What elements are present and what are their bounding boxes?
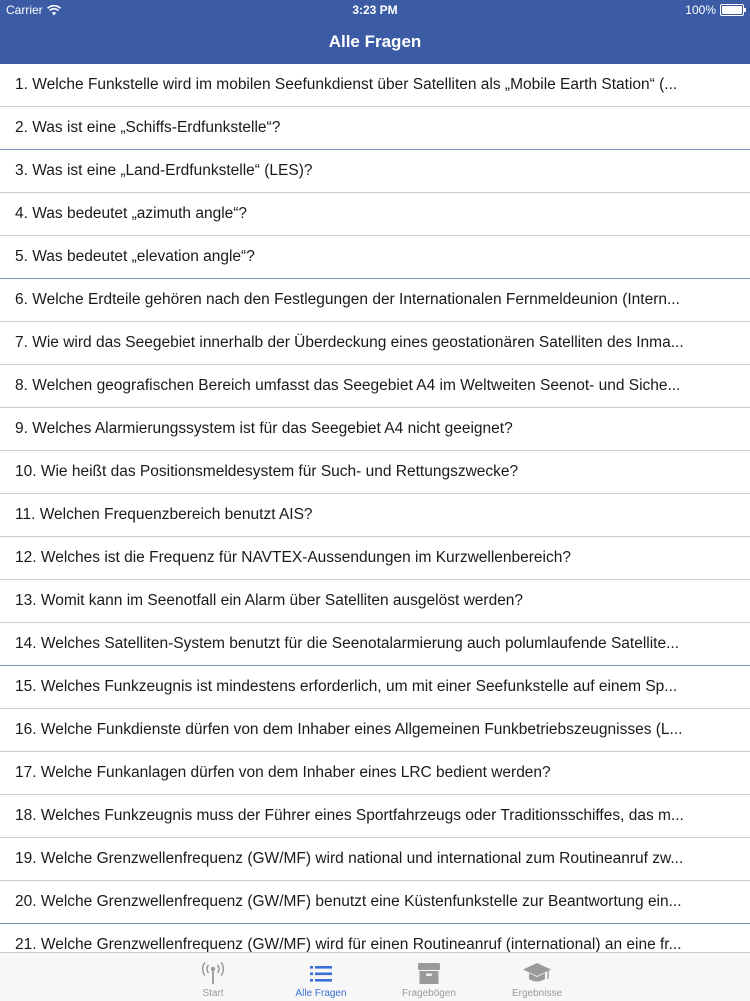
battery-percent: 100% (685, 3, 716, 17)
question-row[interactable]: 2. Was ist eine „Schiffs-Erdfunkstelle“? (0, 107, 750, 150)
tab-ergebnisse-label: Ergebnisse (511, 988, 563, 999)
navigation-bar (0, 0, 750, 64)
question-row[interactable]: 13. Womit kann im Seenotfall ein Alarm über Satelliten ausgelöst werden? (0, 580, 750, 623)
archive-box-icon (416, 961, 442, 985)
tab-start-label: Start (202, 988, 224, 999)
tab-alle-fragen-label: Alle Fragen (295, 988, 347, 999)
question-row[interactable]: 5. Was bedeutet „elevation angle“? (0, 236, 750, 279)
list-icon (308, 963, 334, 985)
question-row[interactable]: 4. Was bedeutet „azimuth angle“? (0, 193, 750, 236)
tab-ergebnisse[interactable] (482, 953, 592, 1001)
wifi-icon (47, 5, 61, 16)
status-bar (0, 0, 750, 20)
tab-frageboegen[interactable] (374, 953, 484, 1001)
question-row[interactable]: 8. Welchen geografischen Bereich umfasst das Seegebiet A4 im Weltweiten Seenot- und Siche... (0, 365, 750, 408)
question-row[interactable]: 11. Welchen Frequenzbereich benutzt AIS? (0, 494, 750, 537)
question-row[interactable]: 18. Welches Funkzeugnis muss der Führer eines Sportfahrzeugs oder Traditionsschiffes, das m... (0, 795, 750, 838)
tab-bar (0, 952, 750, 1001)
carrier-label: Carrier (6, 3, 43, 17)
question-row[interactable]: 15. Welches Funkzeugnis ist mindestens erforderlich, um mit einer Seefunkstelle auf einem Sp... (0, 666, 750, 709)
antenna-icon (200, 961, 226, 985)
tab-frageboegen-label: Fragebögen (402, 988, 456, 999)
tab-start[interactable] (158, 953, 268, 1001)
question-row[interactable]: 17. Welche Funkanlagen dürfen von dem Inhaber eines LRC bedient werden? (0, 752, 750, 795)
question-row[interactable]: 10. Wie heißt das Positionsmeldesystem für Such- und Rettungszwecke? (0, 451, 750, 494)
battery-indicator (685, 0, 744, 20)
question-row[interactable]: 12. Welches ist die Frequenz für NAVTEX-Aussendungen im Kurzwellenbereich? (0, 537, 750, 580)
question-row[interactable]: 7. Wie wird das Seegebiet innerhalb der Überdeckung eines geostationären Satelliten des Inma... (0, 322, 750, 365)
question-list[interactable] (0, 64, 750, 952)
question-row[interactable]: 19. Welche Grenzwellenfrequenz (GW/MF) wird national und international zum Routineanruf zw... (0, 838, 750, 881)
question-row[interactable]: 16. Welche Funkdienste dürfen von dem Inhaber eines Allgemeinen Funkbetriebszeugnisses (L... (0, 709, 750, 752)
tab-alle-fragen[interactable] (266, 953, 376, 1001)
question-row[interactable]: 6. Welche Erdteile gehören nach den Festlegungen der Internationalen Fernmeldeunion (Intern... (0, 279, 750, 322)
question-row[interactable]: 21. Welche Grenzwellenfrequenz (GW/MF) wird für einen Routineanruf (international) an eine fr... (0, 924, 750, 952)
status-time: 3:23 PM (352, 3, 398, 17)
battery-icon (720, 4, 744, 16)
question-row[interactable]: 3. Was ist eine „Land-Erdfunkstelle“ (LES)? (0, 150, 750, 193)
question-row[interactable]: 14. Welches Satelliten-System benutzt für die Seenotalarmierung auch polumlaufende Satellite... (0, 623, 750, 666)
carrier-indicator (6, 0, 61, 20)
page-title: Alle Fragen (328, 32, 422, 51)
graduation-cap-icon (522, 961, 552, 985)
question-row[interactable]: 9. Welches Alarmierungssystem ist für das Seegebiet A4 nicht geeignet? (0, 408, 750, 451)
question-row[interactable]: 20. Welche Grenzwellenfrequenz (GW/MF) benutzt eine Küstenfunkstelle zur Beantwortung ein... (0, 881, 750, 924)
question-row[interactable]: 1. Welche Funkstelle wird im mobilen Seefunkdienst über Satelliten als „Mobile Earth Station“ (... (0, 64, 750, 107)
